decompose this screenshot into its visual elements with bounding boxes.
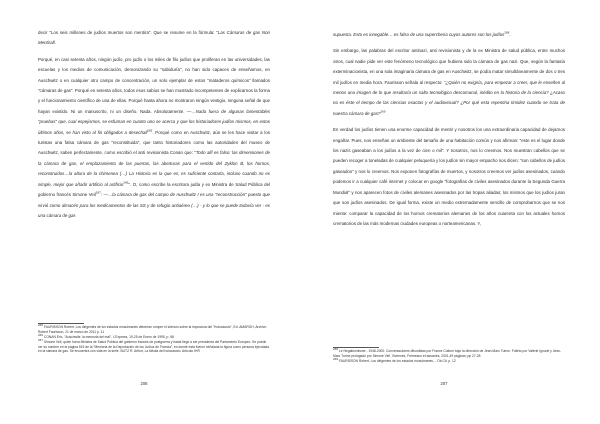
page-number: 206 bbox=[140, 381, 148, 386]
text-run: . Porqué como en Auschwitz, aún se les hace visitar a los turistas una falsa cámara de gas "reconstituida", que tanto historiadores como las autoridades del museo de Auschwitz, saben perfectamente, como escribió el anti revisionista Conan que: " bbox=[38, 129, 270, 156]
footnote-marker: 266 bbox=[38, 332, 44, 337]
italic-text: supuesta. Esto es innegable… es falso de una supercheria cuyos autores son los judíos bbox=[333, 32, 505, 37]
footnote bbox=[333, 349, 565, 358]
text-run: En verdad los judíos tienen una enorme capacidad de mentir y nosotros los una extraordinaria capacidad de dejarnos engañar. Pues, nos enseñan un ambiente del tamaño de una habitación común y nos afirman: "este es el lugar donde los nazis gaseaban a los judíos a la vez de cien o mil". Y nosotros, nos lo creemos. Nos muestran cabellos que se pueden recoger a toneladas de cualquier peluquería y los judíos sin mayor empacho nos dicen: "son cabellos de judíos gaseados" y nos lo creemos. Nos exponen fotografías de muertos, y nosotros creemos ver judíos asesinados, cuando podemos ir a cualquier café internet y colocar en google "fotografías de civiles asesinados durante la Segunda Guerra Mundial" y nos aparecen fotos de civiles alemanes asesinados por las tropas aliadas; los mismos que los judíos juran que son judíos asesinados. De igual forma, existe un medio extremadamente sencillo de comprobarnos que se nos miente: comparar la capacidad de los hornos crematorios alemanes de los años cuarenta con los actuales hornos crematorios de las más modernas ciudades europeas o norteamericanas. Y, bbox=[333, 127, 565, 226]
italic-text: Nada fuera de algunas lamentables "pruebas" que, cual espejismos, se esfuman en cuanto uno se acerca y que los historiadores judíos mismos, en estos últimos años, se han visto al fin obligados a desechall bbox=[38, 108, 270, 135]
text-run: FAURISSON Robert, Los dirigentes de los estados musulmanes deberían romper el silencio sobre la impostura del "Holocausto", Ed. AMARGH, Archivo Robert Faurisson, 21 de marzo de 2011 p. 11 bbox=[38, 325, 267, 334]
footnote bbox=[333, 356, 565, 364]
right-page bbox=[300, 0, 600, 424]
text-run: ". O, como escribe la escritora judía y ex Ministra de Salud Pública del gobierno francés Simone Veil bbox=[38, 181, 271, 198]
footnote-marker: 267 bbox=[38, 338, 44, 343]
footnote-marker: 265 bbox=[38, 323, 44, 327]
paragraph bbox=[38, 55, 270, 222]
text-run: Simone Veil, quien fuera Ministra de Salud Pública del gobierno francés de postguerra y hasta llegó a ser presidenta del Parlamento Europeo. Se puede ver su nombre en la página 519 de la "Memoria de la Deportación de los Judíos de Francia", en donde esta fueron señalada la figura como persona ejecutada en la cámara de gas. Se encuentra con vida en la serie. BUTZ R. Arthur, La fábula del holocausto. Artículo IHR bbox=[38, 340, 270, 354]
text-run: . bbox=[54, 40, 56, 46]
left-footnotes bbox=[38, 325, 270, 355]
left-body-text bbox=[38, 28, 270, 221]
text-run: Sin embargo, las palabras del escritor antinazi, anti revisionista y de la ex Ministra de salud pública, entre muchos otros, cual nadie pide ver este fenómeno tecnológico que hubiera sido la cámara de gas nazi. Que, según la fantasía exterminacionista, en una sola imaginaria cámara de gas en Auschwitz, se podía matar simultáneamente de dos o tres mil judíos en media hora. Faurisson señala al respecto: " bbox=[333, 48, 565, 85]
footnote-marker: 269 bbox=[380, 109, 386, 114]
text-run: : —… bbox=[100, 192, 113, 198]
footnote bbox=[38, 325, 270, 334]
right-body-text bbox=[333, 30, 565, 229]
text-run: FAURISSON Robert, Los dirigentes de los estados musulmanes… Ob.Cit. p. 12 bbox=[338, 358, 456, 363]
paragraph bbox=[333, 30, 565, 40]
paragraph bbox=[333, 125, 565, 229]
italic-text: Todo allí es falso: las dimensiones de la cámara de gas, el emplazamiento de las puertas, las aberturas para el vertido del Zyklon B, los hornos, reconstruidos…la altura de la chimenea (…) La Historia es la que es; es suficiente contarla, incluso cuando no es simple, mejor que añadir artificio al artificio bbox=[38, 150, 270, 187]
page-number: 207 bbox=[440, 381, 448, 386]
text-run: . bbox=[509, 32, 511, 37]
italic-text: Las Cámaras de gas Non Mentirall bbox=[38, 30, 270, 46]
footnote bbox=[38, 340, 270, 354]
footnote-marker: 266 bbox=[123, 180, 129, 185]
right-footnotes bbox=[333, 349, 565, 364]
footnote-marker: 267 bbox=[95, 190, 101, 195]
paragraph bbox=[333, 46, 565, 119]
footnote-marker: 265 bbox=[147, 128, 153, 133]
footnote-marker: 269 bbox=[333, 356, 339, 361]
footnote-rule bbox=[333, 347, 379, 348]
italic-text: ¿Quién no exigiría, para empezar a creer, que le enseñen al menos una imagen de lo que resultaría un salto tecnológico descomunal, inédito en la historia de la ciencia? ¿Acaso no es éste el tiempo de las ciencias exactas y el audiovisual? ¿Por qué esta repentina timidez cuando se trata de nuestra cámara de gas? bbox=[333, 79, 566, 116]
text-run: CONAN Eric, "Auschwitz: la memoria del mal", L'Express, 19-25 de Enero de 1995, p. 68 bbox=[43, 334, 174, 339]
footnote-marker: 268 bbox=[504, 30, 510, 35]
italic-text: la cámara de gas del campo de Auschwitz I es una "reconstrucción" puesto que sirvió como almacén para los medicamentos de las SS y de refugio antiaéreo (…) - y lo que se puede todavía ver - es una cámara de gas bbox=[38, 192, 270, 218]
paragraph bbox=[38, 28, 270, 49]
text-run: Porqué, en casi setenta años, ningún judío, pro judío o los miles de filo judíos que proliferan en las universidades, las escuelas y los medios de comunicación, demonizando su "sabiduría", no han sido capaces de enseñarnos, en Auschwitz o en cualquier otro campo de concentración, un solo ejemplar de estos "mataderos químicos" llamados "cámaras de gas". Porqué en setenta años, todos esos sabios se han mostrado incompetentes de explicarnos la forma y el funcionamiento científico de una de ellas. Porqué hasta ahora no mostraron ningún vestigio, ninguna señal de que hayan existido. Ni un manuscrito, ni un diseño. Nada. Absolutamente. —… bbox=[38, 56, 270, 114]
footnote-rule bbox=[38, 323, 84, 324]
footnote-marker: 268 bbox=[333, 347, 339, 351]
text-run: decir "Los seis millones de judíos muertos son mentira". Que se resume en la fórmula: " bbox=[38, 30, 218, 35]
text-run: Le Negationnisme - 1948-2000. Conversaciones difundidas por France Culture bajo la dirección de Jean-Marc Turine. Folleto por Valérie Ignuné y Jean-Marc Turine prologado por Simone Veil, Vivennes, Frémeaux et associés, 2001,49 páginas; pp 27-28 bbox=[333, 349, 561, 358]
